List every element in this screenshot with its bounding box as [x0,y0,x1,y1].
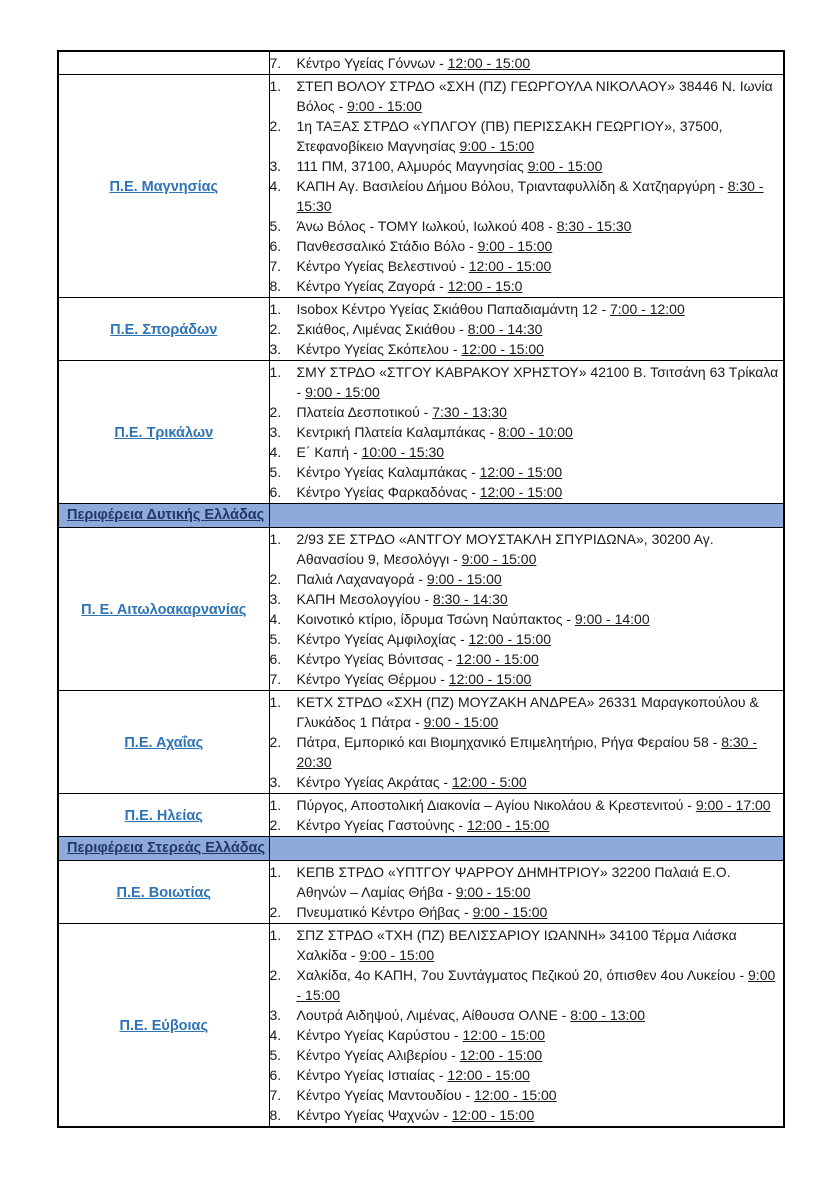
table-body [58,51,784,1127]
region-row [58,361,784,504]
region-row [58,924,784,1128]
location-text: Κέντρο Υγείας Ιστιαίας - [296,1067,448,1083]
location-item [270,156,784,176]
time-range: 12:00 - 5:00 [451,774,527,790]
region-cell [58,861,269,924]
location-item [270,422,784,442]
locations-list [270,76,784,296]
location-item [270,299,784,319]
location-item [270,629,784,649]
location-text: Κέντρο Υγείας Αλιβερίου - [296,1047,460,1063]
location-text: ΚΑΠΗ Αγ. Βασιλείου Δήμου Βόλου, Τριανταφυλλίδη & Χατζηαργύρη - [296,178,728,194]
section-header-label: Περιφέρεια Στερεάς Ελλάδας [67,840,266,856]
region-link[interactable]: Π.Ε. Αχαΐας [124,734,204,751]
time-range: 12:00 - 15:00 [468,258,552,274]
region-cell [58,75,269,298]
location-text: Κέντρο Υγείας Ζαγορά - [296,278,448,294]
time-range: 12:00 - 15:00 [462,1027,545,1043]
location-text: ΣΤΕΠ ΒΟΛΟΥ ΣΤΡΔΟ «ΣΧΗ (ΠΖ) ΓΕΩΡΓΟΥΛΑ ΝΙΚΟΛΑΟΥ» 38446 Ν. Ιωνία Βόλος - [296,78,773,114]
location-text: Κέντρο Υγείας Ψαχνών - [296,1107,452,1123]
time-range: 10:00 - 15:30 [361,444,445,460]
location-item [270,862,784,902]
time-range: 12:00 - 15:00 [479,484,563,500]
location-text: Λουτρά Αιδηψού, Λιμένας, Αίθουσα ΟΛΝΕ - [296,1007,571,1023]
locations-cell [269,75,784,298]
location-item [270,236,784,256]
locations-cell [269,924,784,1128]
locations-list [270,362,784,502]
locations-list [270,299,784,359]
time-range: 8:30 - 15:30 [556,218,632,234]
time-range: 9:00 - 15:00 [472,904,548,920]
time-range: 9:00 - 15:00 [459,138,535,154]
location-text: ΚΑΠΗ Μεσολογγίου - [296,591,433,607]
location-text: Χαλκίδα, 4ο ΚΑΠΗ, 7ου Συντάγματος Πεζικού 20, όπισθεν 4ου Λυκείου - [296,967,749,983]
location-text: Κεντρική Πλατεία Καλαμπάκας - [296,424,499,440]
location-item [270,902,784,922]
location-item [270,649,784,669]
location-text: Πύργος, Αποστολική Διακονία – Αγίου Νικολάου & Κρεστενιτού - [296,797,696,813]
location-text: ΣΠΖ ΣΤΡΔΟ «ΤΧΗ (ΠΖ) ΒΕΛΙΣΣΑΡΙΟΥ ΙΩΑΝΝΗ» 34100 Τέρμα Λιάσκα Χαλκίδα - [296,927,737,963]
time-range: 12:00 - 15:00 [459,1047,543,1063]
location-item [270,402,784,422]
locations-cell [269,691,784,794]
time-range: 9:00 - 15:00 [527,158,603,174]
location-text: Κέντρο Υγείας Ακράτας - [296,774,452,790]
location-item [270,815,784,835]
region-link[interactable]: Π. Ε. Αιτωλοακαρνανίας [81,601,247,618]
region-row [58,75,784,298]
location-text: Κέντρο Υγείας Μαντουδίου - [296,1087,475,1103]
time-range: 9:00 - 15:00 [296,967,776,1003]
location-item [270,176,784,216]
locations-cell [269,361,784,504]
location-text: Κέντρο Υγείας Θέρμου - [296,671,449,687]
locations-list [270,692,784,792]
location-text: Κέντρο Υγείας Φαρκαδόνας - [296,484,480,500]
time-range: 8:00 - 10:00 [498,424,573,440]
locations-cell [269,298,784,361]
time-range: 7:00 - 12:00 [610,301,685,317]
locations-list [270,53,784,73]
locations-list [270,862,784,922]
location-item [270,53,784,73]
location-item [270,276,784,296]
locations-list [270,795,784,835]
region-row [58,861,784,924]
time-range: 9:00 - 15:00 [455,884,531,900]
region-cell [58,361,269,504]
location-text: 1η ΤΑΞΑΣ ΣΤΡΔΟ «ΥΠΛΓΟΥ (ΠΒ) ΠΕΡΙΣΣΑΚΗ ΓΕΩΡΓΙΟΥ», 37500, Στεφανοβίκειο Μαγνησίας [296,118,723,154]
region-row [58,691,784,794]
region-link[interactable]: Π.Ε. Βοιωτίας [116,884,211,901]
location-text: Κέντρο Υγείας Βελεστινού - [296,258,469,274]
location-item [270,216,784,236]
location-text: Κέντρο Υγείας Βόνιτσας - [296,651,457,667]
region-row [58,528,784,691]
location-text: Πάτρα, Εμπορικό και Βιομηχανικό Επιμελητήριο, Ρήγα Φεραίου 58 - [296,734,722,750]
location-item [270,339,784,359]
location-item [270,76,784,116]
location-item [270,256,784,276]
location-text: Παλιά Λαχαναγορά - [296,571,427,587]
location-text: 2/93 ΣΕ ΣΤΡΔΟ «ΑΝΤΓΟΥ ΜΟΥΣΤΑΚΛΗ ΣΠΥΡΙΔΩΝΑ», 30200 Αγ. Αθανασίου 9, Μεσολόγγι - [296,531,714,567]
time-range: 12:00 - 15:00 [447,55,531,71]
section-header-spacer [269,837,784,861]
time-range: 12:00 - 15:00 [456,651,539,667]
time-range: 9:00 - 17:00 [695,797,771,813]
region-link[interactable]: Π.Ε. Τρικάλων [114,424,214,441]
location-text: Κέντρο Υγείας Σκόπελου - [296,341,462,357]
location-text: Κέντρο Υγείας Αμφιλοχίας - [296,631,469,647]
location-item [270,669,784,689]
time-range: 9:00 - 15:00 [305,384,380,400]
region-row [58,794,784,837]
time-range: 9:00 - 14:00 [574,611,650,627]
section-header-row [58,504,784,528]
location-item [270,732,784,772]
time-range: 8:00 - 14:30 [467,321,543,337]
location-item [270,609,784,629]
location-item [270,692,784,732]
time-range: 9:00 - 15:00 [359,947,435,963]
time-range: 12:00 - 15:00 [466,817,550,833]
section-header-cell [58,504,269,528]
location-item [270,965,784,1005]
location-item [270,442,784,462]
location-text: Σκιάθος, Λιμένας Σκιάθου - [296,321,468,337]
location-text: Ε΄ Καπή - [296,444,362,460]
location-item [270,772,784,792]
location-text: ΚΕΤΧ ΣΤΡΔΟ «ΣΧΗ (ΠΖ) ΜΟΥΖΑΚΗ ΑΝΔΡΕΑ» 26331 Μαραγκοπούλου & Γλυκάδος 1 Πάτρα - [296,694,759,730]
location-item [270,362,784,402]
location-text: Κέντρο Υγείας Γόννων - [296,55,448,71]
location-item [270,116,784,156]
location-text: Κέντρο Υγείας Καλαμπάκας - [296,464,480,480]
time-range: 12:00 - 15:00 [468,631,552,647]
location-item [270,1085,784,1105]
region-row [58,298,784,361]
time-range: 7:30 - 13:30 [432,404,507,420]
region-link[interactable]: Π.Ε. Σποράδων [110,321,218,338]
time-range: 12:00 - 15:0 [447,278,523,294]
section-header-cell [58,837,269,861]
section-header-row [58,837,784,861]
location-text: Άνω Βόλος - ΤΟΜΥ Ιωλκού, Ιωλκού 408 - [296,218,557,234]
location-item [270,925,784,965]
location-item [270,482,784,502]
time-range: 9:00 - 15:00 [461,551,537,567]
time-range: 12:00 - 15:00 [474,1087,557,1103]
region-row [58,51,784,75]
locations-list [270,925,784,1125]
location-text: Κέντρο Υγείας Καρύστου - [296,1027,463,1043]
location-text: Κοινοτικό κτίριο, ίδρυμα Τσώνη Ναύπακτος - [296,611,575,627]
region-link[interactable]: Π.Ε. Ηλείας [124,807,203,824]
location-item [270,319,784,339]
section-header-label: Περιφέρεια Δυτικής Ελλάδας [67,507,265,523]
time-range: 9:00 - 15:00 [477,238,553,254]
location-text: Κέντρο Υγείας Γαστούνης - [296,817,467,833]
location-text: Πλατεία Δεσποτικού - [296,404,433,420]
location-text: ΚΕΠΒ ΣΤΡΔΟ «ΥΠΤΓΟΥ ΨΑΡΡΟΥ ΔΗΜΗΤΡΙΟΥ» 32200 Παλαιά Ε.Ο. Αθηνών – Λαμίας Θήβα - [296,864,731,900]
location-text: Πνευματικό Κέντρο Θήβας - [296,904,473,920]
location-item [270,1045,784,1065]
region-cell [58,924,269,1128]
location-item [270,1105,784,1125]
location-item [270,1065,784,1085]
location-text: Isobox Κέντρο Υγείας Σκιάθου Παπαδιαμάντη 12 - [296,301,610,317]
time-range: 12:00 - 15:00 [448,671,532,687]
time-range: 8:00 - 13:00 [570,1007,645,1023]
locations-cell [269,528,784,691]
region-link[interactable]: Π.Ε. Μαγνησίας [109,178,219,195]
locations-list [270,529,784,689]
location-item [270,529,784,569]
location-item [270,462,784,482]
section-header-spacer [269,504,784,528]
region-cell-empty [58,51,269,75]
location-item [270,589,784,609]
region-cell [58,298,269,361]
location-text: ΣΜΥ ΣΤΡΔΟ «ΣΤΓΟΥ ΚΑΒΡΑΚΟΥ ΧΡΗΣΤΟΥ» 42100 Β. Τσιτσάνη 63 Τρίκαλα - [296,364,779,400]
time-range: 8:30 - 14:30 [432,591,508,607]
time-range: 8:30 - 15:30 [296,178,764,214]
time-range: 9:00 - 15:00 [423,714,499,730]
time-range: 9:00 - 15:00 [426,571,502,587]
location-item [270,1025,784,1045]
locations-cell [269,861,784,924]
region-cell [58,691,269,794]
time-range: 12:00 - 15:00 [461,341,544,357]
region-cell [58,528,269,691]
region-cell [58,794,269,837]
time-range: 8:30 - 20:30 [296,734,757,770]
location-item [270,569,784,589]
time-range: 12:00 - 15:00 [447,1067,530,1083]
location-item [270,1005,784,1025]
time-range: 12:00 - 15:00 [479,464,563,480]
locations-cell [269,51,784,75]
location-text: 111 ΠΜ, 37100, Αλμυρός Μαγνησίας [296,158,528,174]
time-range: 9:00 - 15:00 [347,98,422,114]
locations-cell [269,794,784,837]
schedule-table [57,50,785,1128]
region-link[interactable]: Π.Ε. Εύβοιας [119,1017,209,1034]
time-range: 12:00 - 15:00 [451,1107,535,1123]
location-item [270,795,784,815]
location-text: Πανθεσσαλικό Στάδιο Βόλο - [296,238,478,254]
